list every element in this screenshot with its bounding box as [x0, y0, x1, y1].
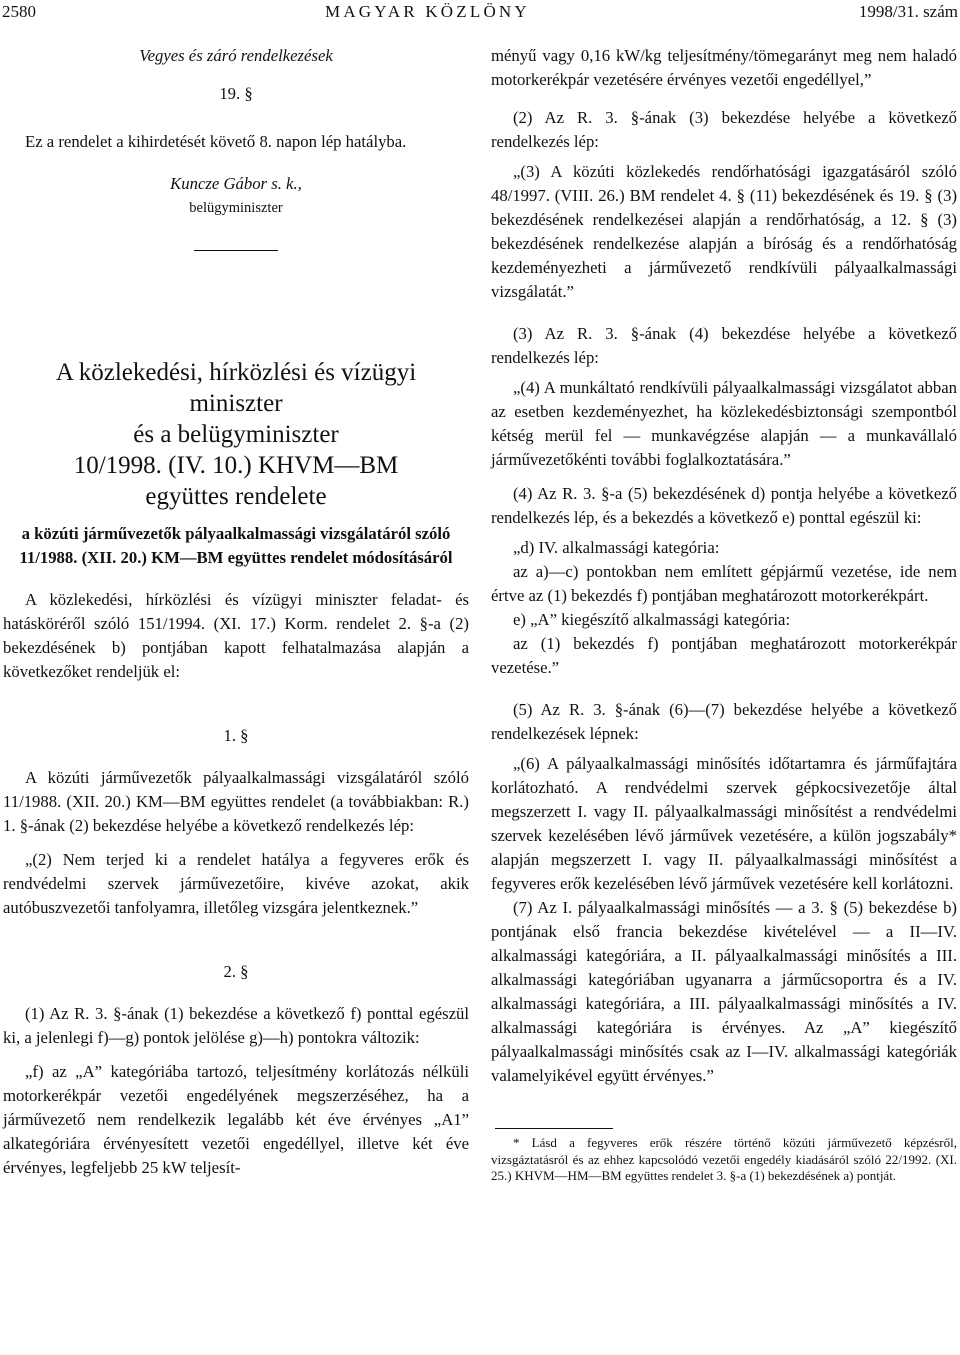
- footnote: * Lásd a fegyveres erők részére történő közúti járművezető képzésről, vizsgáztatásról és az ehhez kapcsolódó vezetői engedély kiadásáról szóló 22/1992. (XI. 25.) KHVM—HM—BM együttes rendelet 3. §-a (1) bekezdésének a) pontját.: [491, 1135, 957, 1183]
- amendment-2-quote: „(3) A közúti közlekedés rendőrhatósági igazgatásáról szóló 48/1997. (VIII. 26.) BM rendelet 4. § (11) bekezdésének és 19. § (3) bekezdésének rendelkezései alapján a rendőrhatóság, a 12. § (3) bekezdésének rendelkezése alapján a bíróság és a rendőrhatóság kezdeményezheti a járművezető rendkívüli pályaalkalmassági vizsgálatát.”: [491, 162, 957, 301]
- amendment-5-quote-7: (7) Az I. pályaalkalmassági minősítés — a 3. § (5) bekezdése b) pontjának első francia bekezdése kivételével — a II—IV. alkalmassági kategóriára, a II. pályaalkalmassági minősítés a III. alkalmassági kategóriában ugyanarra a járműcsoportra és a IV. alkalmassági kategóriára, a III. pályaalkalmassági minősítés a IV. alkalmassági kategóriára is érvényes. Az „A” kiegészítő pályaalkalmassági minősítés csak az I—IV. alkalmassági kategóriák valamelyikével együtt érvényes.”: [491, 898, 957, 1085]
- amendment-5-intro: (5) Az R. 3. §-ának (6)—(7) bekezdése helyébe a következő rendelkezések lépnek:: [491, 700, 957, 743]
- section-1-paragraph: A közúti járművezetők pályaalkalmassági vizsgálatáról szóló 11/1988. (XII. 20.) KM—BM együttes rendelet (a továbbiakban: R.) 1. §-ának (2) bekezdése helyébe a következő rendelkezés lép:: [3, 768, 469, 835]
- decree-title: [3, 357, 469, 512]
- decree-title-line: miniszter: [189, 390, 283, 417]
- decree-title-line: 10/1998. (IV. 10.) KHVM—BM: [73, 452, 399, 479]
- decree-title-line: és a belügyminiszter: [133, 421, 339, 448]
- section-1-title: 1. §: [223, 726, 249, 745]
- amendment-3-intro: (3) Az R. 3. §-ának (4) bekezdése helyébe a következő rendelkezés lép:: [491, 324, 957, 367]
- amendment-4-item-d-text: az a)—c) pontokban nem említett gépjármű vezetése, ide nem értve az (1) bekezdés f) pontjában meghatározott motorkerékpárt.: [491, 562, 957, 605]
- amendment-4-intro: (4) Az R. 3. §-a (5) bekezdésének d) pontja helyébe a következő rendelkezés lép, és a bekezdés a következő e) ponttal egészül ki:: [491, 484, 957, 527]
- signer-name: Kuncze Gábor s. k.,: [170, 174, 302, 193]
- page-number: 2580: [2, 2, 36, 21]
- amendment-3-quote: „(4) A munkáltató rendkívüli pályaalkalmassági vizsgálatot abban az esetben kezdeményezhet, ha közlekedésbiztonsági szempontból kétség merül fel — munkavégzése alapján — a munkavállaló járművezetőkénti további foglalkoztatására.”: [491, 378, 957, 469]
- journal-title: MAGYAR KÖZLÖNY: [325, 2, 530, 21]
- section-2-title: 2. §: [223, 962, 249, 981]
- right-column: [491, 44, 957, 1185]
- amendment-5-quote-6: „(6) A pályaalkalmassági minősítés időtartamra és járműfajtára korlátozható. A rendvédelmi szervek gépkocsivezetője által megszerzett I. vagy II. pályaalkalmassági minősítést a rendvédelmi szervek kezelésében lévő járművek vezetésére, a külön jogszabály* alapján megszerzett I. vagy II. pályaalkalmassági minősítést a fegyveres erők kezelésében lévő járművek vezetésére kell korlátozni.: [491, 754, 957, 893]
- left-column: [3, 44, 469, 1180]
- amendment-4-item-d: „d) IV. alkalmassági kategória:: [513, 538, 720, 557]
- amendment-4-item-e: e) „A” kiegészítő alkalmassági kategória:: [513, 610, 791, 629]
- preamble: A közlekedési, hírközlési és vízügyi miniszter feladat- és hatásköréről szóló 151/1994. (XI. 17.) Korm. rendelet 2. §-a (2) bekezdésének b) pontjában kapott felhatalmazása alapján a következőket rendeljük el:: [3, 590, 469, 681]
- section-2-paragraph: (1) Az R. 3. §-ának (1) bekezdése a következő f) ponttal egészül ki, a jelenlegi f)—g) pontok jelölése g)—h) pontokra változik:: [3, 1004, 469, 1047]
- section-1-quote: „(2) Nem terjed ki a rendelet hatálya a fegyveres erők és rendvédelmi szervek járművezetőire, kivéve azokat, akik autóbuszvezetői tanfolyamra, illetőleg vizsgára jelentkeznek.”: [3, 850, 469, 917]
- signer-title: belügyminiszter: [189, 200, 283, 216]
- closing-heading: Vegyes és záró rendelkezések: [139, 46, 333, 65]
- closing-section: 19. §: [219, 84, 253, 103]
- closing-text: Ez a rendelet a kihirdetését követő 8. napon lép hatályba.: [25, 132, 407, 151]
- amendment-4-item-e-text: az (1) bekezdés f) pontjában meghatározott motorkerékpár vezetése.”: [491, 634, 957, 677]
- issue-number: 1998/31. szám: [858, 2, 958, 21]
- page-header: [2, 2, 958, 24]
- continued-paragraph: ményű vagy 0,16 kW/kg teljesítmény/tömegarányt meg nem haladó motorkerékpár vezetésére érvényes vezetői engedéllyel,”: [491, 46, 957, 89]
- decree-title-line: A közlekedési, hírközlési és vízügyi: [55, 359, 417, 386]
- section-2-quote: „f) az „A” kategóriába tartozó, teljesítmény korlátozás nélküli motorkerékpár vezetői engedélyének megszerzéséhez, ha a járművezető nem rendelkezik legalább két éve érvényes „A1” alkategóriára érvényesített vezetői engedéllyel, illetve két éve érvényes, legfeljebb 25 kW teljesít-: [3, 1062, 469, 1177]
- decree-title-line: együttes rendelete: [145, 483, 327, 510]
- amendment-2-intro: (2) Az R. 3. §-ának (3) bekezdése helyébe a következő rendelkezés lép:: [491, 108, 957, 151]
- decree-subtitle: a közúti járművezetők pályaalkalmassági vizsgálatáról szóló 11/1988. (XII. 20.) KM—BM együttes rendelet módosításáról: [19, 524, 453, 567]
